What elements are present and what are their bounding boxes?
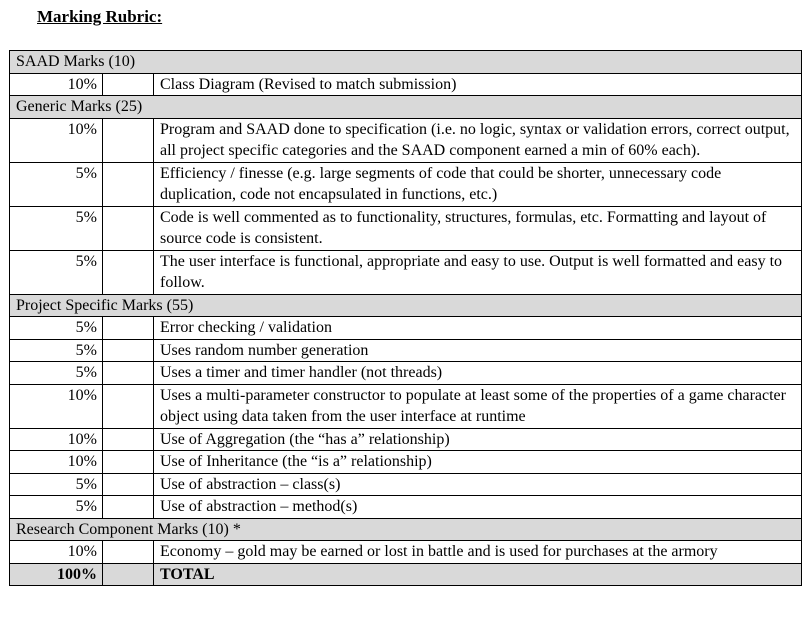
row-description: Class Diagram (Revised to match submission) [154,73,802,96]
rubric-row [10,362,802,385]
row-score-cell [103,541,154,564]
row-score-cell [103,384,154,428]
row-description: Error checking / validation [154,317,802,340]
row-percent: 5% [10,339,103,362]
rubric-row [10,451,802,474]
row-description: Use of Inheritance (the “is a” relationship) [154,451,802,474]
row-percent: 5% [10,362,103,385]
row-score-cell [103,206,154,250]
total-row [10,563,802,586]
section-header-research [10,518,802,541]
row-description: The user interface is functional, appropriate and easy to use. Output is well formatted and easy to follow. [154,250,802,294]
rubric-row [10,473,802,496]
row-percent: 5% [10,206,103,250]
row-description: Use of abstraction – method(s) [154,496,802,519]
rubric-row [10,250,802,294]
row-description: Uses random number generation [154,339,802,362]
row-description: Uses a multi-parameter constructor to populate at least some of the properties of a game character object using data taken from the user interface at runtime [154,384,802,428]
total-score-cell [103,563,154,586]
section-header-project-specific [10,294,802,317]
row-description: Economy – gold may be earned or lost in battle and is used for purchases at the armory [154,541,802,564]
total-label: TOTAL [154,563,802,586]
section-heading: Generic Marks (25) [10,96,802,119]
row-percent: 5% [10,250,103,294]
row-score-cell [103,339,154,362]
row-description: Uses a timer and timer handler (not threads) [154,362,802,385]
row-score-cell [103,73,154,96]
row-score-cell [103,496,154,519]
row-score-cell [103,473,154,496]
rubric-row [10,73,802,96]
rubric-row [10,162,802,206]
section-header-generic [10,96,802,119]
row-score-cell [103,428,154,451]
rubric-row [10,428,802,451]
marking-rubric-table [9,50,802,586]
rubric-row [10,206,802,250]
row-description: Use of Aggregation (the “has a” relationship) [154,428,802,451]
row-percent: 5% [10,473,103,496]
row-percent: 5% [10,496,103,519]
row-description: Code is well commented as to functionality, structures, formulas, etc. Formatting and layout of source code is consistent. [154,206,802,250]
row-percent: 5% [10,162,103,206]
section-heading: SAAD Marks (10) [10,51,802,74]
row-score-cell [103,451,154,474]
row-percent: 10% [10,384,103,428]
row-score-cell [103,317,154,340]
rubric-row [10,496,802,519]
total-percent: 100% [10,563,103,586]
row-percent: 10% [10,428,103,451]
rubric-row [10,118,802,162]
row-score-cell [103,250,154,294]
row-description: Use of abstraction – class(s) [154,473,802,496]
rubric-row [10,339,802,362]
row-percent: 10% [10,118,103,162]
section-header-saad [10,51,802,74]
section-heading: Project Specific Marks (55) [10,294,802,317]
rubric-row [10,541,802,564]
section-heading: Research Component Marks (10) * [10,518,802,541]
rubric-row [10,384,802,428]
row-score-cell [103,362,154,385]
row-description: Program and SAAD done to specification (i.e. no logic, syntax or validation errors, correct output, all project specific categories and the SAAD component earned a min of 60% each). [154,118,802,162]
row-percent: 10% [10,541,103,564]
row-description: Efficiency / finesse (e.g. large segments of code that could be shorter, unnecessary code duplication, code not encapsulated in functions, etc.) [154,162,802,206]
rubric-title: Marking Rubric: [37,7,163,26]
row-percent: 10% [10,451,103,474]
row-percent: 10% [10,73,103,96]
row-score-cell [103,118,154,162]
row-score-cell [103,162,154,206]
row-percent: 5% [10,317,103,340]
rubric-row [10,317,802,340]
